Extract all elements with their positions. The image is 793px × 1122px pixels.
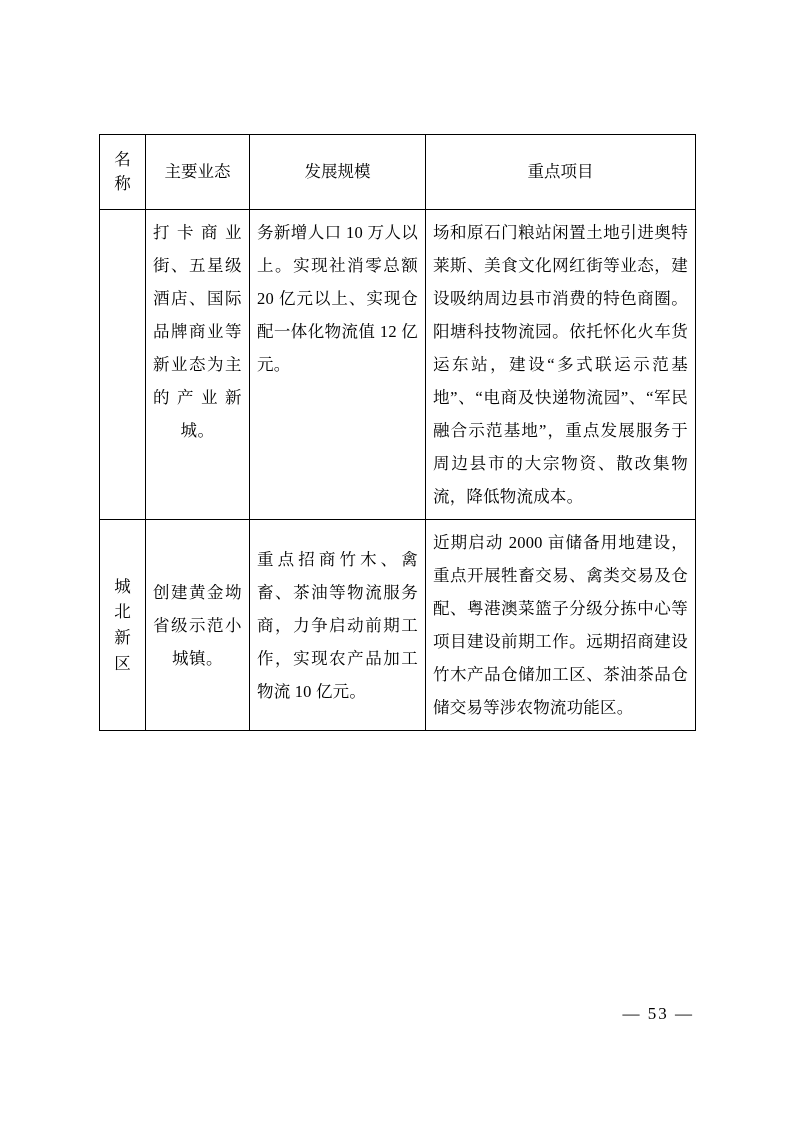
cell-name [100, 520, 146, 731]
column-header-name: 名称 [100, 135, 146, 210]
cell-name [100, 210, 146, 520]
column-header-development-scale: 发展规模 [250, 135, 426, 210]
column-header-key-projects: 重点项目 [426, 135, 696, 210]
cell-main-business: 创建黄金坳省级示范小城镇。 [146, 520, 250, 731]
cell-development-scale: 重点招商竹木、禽畜、茶油等物流服务商，力争启动前期工作，实现农产品加工物流 10 亿元。 [250, 520, 426, 731]
table-body [100, 210, 696, 731]
table-header-row [100, 135, 696, 210]
cell-key-projects: 场和原石门粮站闲置土地引进奥特莱斯、美食文化网红街等业态，建设吸纳周边县市消费的特色商圈。阳塘科技物流园。依托怀化火车货运东站，建设“多式联运示范基地”、“电商及快递物流园”、“军民融合示范基地”，重点发展服务于周边县市的大宗物资、散改集物流，降低物流成本。 [426, 210, 696, 520]
data-table [99, 134, 696, 731]
cell-name-text: 城北新区 [114, 576, 131, 673]
table-row [100, 520, 696, 731]
table-header [100, 135, 696, 210]
table-container [99, 134, 695, 731]
cell-main-business: 打卡商业街、五星级酒店、国际品牌商业等新业态为主的产业新城。 [146, 210, 250, 520]
cell-development-scale: 务新增人口 10 万人以上。实现社消零总额 20 亿元以上、实现仓配一体化物流值 12 亿元。 [250, 210, 426, 520]
column-header-main-business: 主要业态 [146, 135, 250, 210]
page-number: — 53 — [622, 1004, 694, 1023]
cell-key-projects: 近期启动 2000 亩储备用地建设，重点开展牲畜交易、禽类交易及仓配、粤港澳菜篮子分级分拣中心等项目建设前期工作。远期招商建设竹木产品仓储加工区、茶油茶品仓储交易等涉农物流功能区。 [426, 520, 696, 731]
table-row [100, 210, 696, 520]
